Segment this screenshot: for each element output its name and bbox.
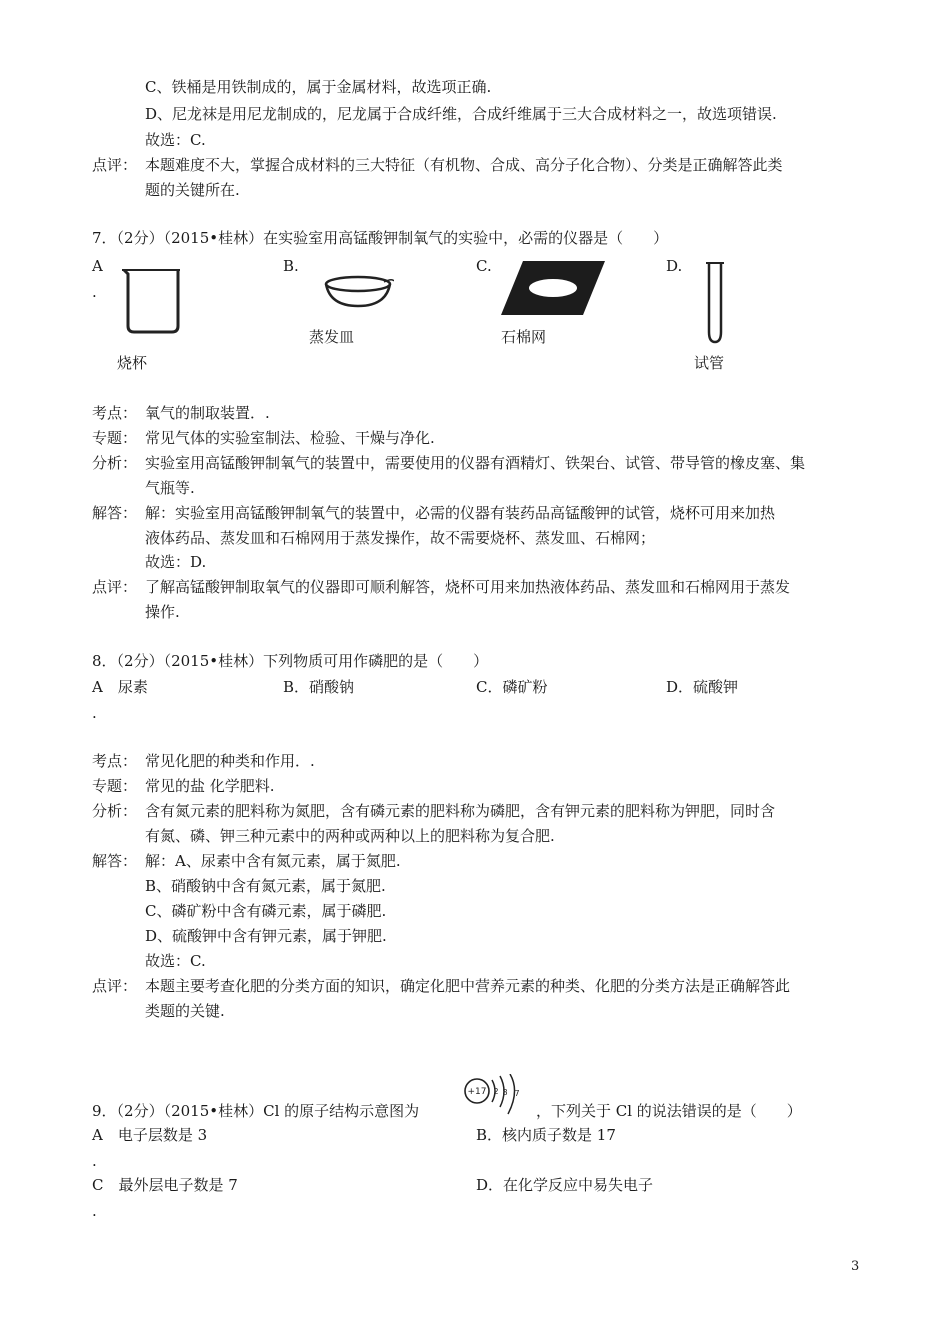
- q8-fenxi-line1: 含有氮元素的肥料称为氮肥，含有磷元素的肥料称为磷肥，含有钾元素的肥料称为钾肥，同时含: [145, 802, 776, 820]
- q7-jieda-line2: 液体药品、蒸发皿和石棉网用于蒸发操作，故不需要烧杯、蒸发皿、石棉网；: [145, 529, 656, 547]
- q8-jieda-line4: D、硫酸钾中含有钾元素，属于钾肥.: [145, 927, 387, 945]
- q8-review-line2: 类题的关键.: [145, 1002, 225, 1020]
- q8-jieda-line1: 解：A、尿素中含有氮元素，属于氮肥.: [145, 852, 401, 870]
- q7-review-line2: 操作.: [145, 603, 180, 621]
- q8-fenxi-line2: 有氮、磷、钾三种元素中的两种或两种以上的肥料称为复合肥.: [145, 827, 555, 845]
- q6-review-label: 点评：: [92, 156, 138, 174]
- q9-stem-part1: 9．（2分）（2015•桂林）Cl 的原子结构示意图为: [92, 1102, 420, 1120]
- q7-option-c-letter: C.: [476, 257, 492, 275]
- q9-option-a: A 电子层数是 3: [92, 1126, 208, 1144]
- q9-option-b: B．核内质子数是 17: [476, 1126, 616, 1144]
- q7-fenxi-label: 分析：: [92, 454, 138, 472]
- q9-option-a-dot: .: [92, 1152, 97, 1170]
- q9-option-c-dot: .: [92, 1202, 97, 1220]
- atom-shell1-electrons: 2: [493, 1087, 499, 1096]
- q7-option-c-label: 石棉网: [501, 328, 547, 346]
- q7-review-line1: 了解高锰酸钾制取氧气的仪器即可顺利解答，烧杯可用来加热液体药品、蒸发皿和石棉网用于蒸发: [145, 578, 791, 596]
- test-tube-icon: [703, 258, 727, 346]
- page-number: 3: [851, 1259, 860, 1274]
- q8-zhuanti-label: 专题：: [92, 777, 138, 795]
- q7-option-d-letter: D.: [666, 257, 683, 275]
- q6-answer: 故选：C.: [145, 131, 206, 149]
- q8-stem: 8．（2分）（2015•桂林）下列物质可用作磷肥的是（ ）: [92, 652, 489, 670]
- q7-kaodian-label: 考点：: [92, 404, 138, 422]
- evaporating-dish-icon: [322, 272, 394, 312]
- q7-option-a-label: 烧杯: [117, 354, 148, 372]
- q8-option-d: D．硫酸钾: [666, 678, 739, 696]
- q6-option-d-analysis: D、尼龙袜是用尼龙制成的，尼龙属于合成纤维，合成纤维属于三大合成材料之一，故选项错误.: [145, 105, 777, 123]
- q7-fenxi-line2: 气瓶等.: [145, 479, 195, 497]
- q9-stem-part2: ，下列关于 Cl 的说法错误的是（ ）: [536, 1102, 802, 1120]
- q8-jieda-label: 解答：: [92, 852, 138, 870]
- beaker-icon: [118, 262, 184, 336]
- q7-option-b-letter: B.: [283, 257, 299, 275]
- q6-option-c-analysis: C、铁桶是用铁制成的，属于金属材料，故选项正确.: [145, 78, 492, 96]
- q7-zhuanti-label: 专题：: [92, 429, 138, 447]
- atom-shell3-electrons: 7: [514, 1089, 520, 1098]
- q8-fenxi-label: 分析：: [92, 802, 138, 820]
- q8-jieda-line5: 故选：C.: [145, 952, 206, 970]
- q8-option-a-dot: .: [92, 704, 97, 722]
- q8-option-b: B．硝酸钠: [283, 678, 355, 696]
- q7-jieda-line3: 故选：D.: [145, 553, 207, 571]
- q8-option-c: C．磷矿粉: [476, 678, 548, 696]
- q8-zhuanti: 常见的盐 化学肥料.: [145, 777, 275, 795]
- q9-option-c: C 最外层电子数是 7: [92, 1176, 238, 1194]
- q6-review-line1: 本题难度不大，掌握合成材料的三大特征（有机物、合成、高分子化合物）、分类是正确解答此类: [145, 156, 783, 174]
- q8-jieda-line2: B、硝酸钠中含有氮元素，属于氮肥.: [145, 877, 386, 895]
- atom-nucleus-label: +17: [467, 1087, 487, 1097]
- q9-option-d: D．在化学反应中易失电子: [476, 1176, 654, 1194]
- q8-review-label: 点评：: [92, 977, 138, 995]
- asbestos-gauze-icon: [499, 259, 607, 317]
- q7-option-d-label: 试管: [694, 354, 725, 372]
- q7-zhuanti: 常见气体的实验室制法、检验、干燥与净化.: [145, 429, 435, 447]
- q6-review-line2: 题的关键所在.: [145, 181, 240, 199]
- q8-review-line1: 本题主要考查化肥的分类方面的知识，确定化肥中营养元素的种类、化肥的分类方法是正确解答此: [145, 977, 791, 995]
- q7-jieda-line1: 解：实验室用高锰酸钾制氧气的装置中，必需的仪器有装药品高锰酸钾的试管，烧杯可用来加热: [145, 504, 776, 522]
- q7-option-a-letter: A: [92, 257, 103, 275]
- q8-jieda-line3: C、磷矿粉中含有磷元素，属于磷肥.: [145, 902, 387, 920]
- q8-kaodian-label: 考点：: [92, 752, 138, 770]
- q7-review-label: 点评：: [92, 578, 138, 596]
- q8-option-a: A 尿素: [92, 678, 148, 696]
- atom-shell2-electrons: 8: [502, 1088, 508, 1097]
- q7-option-b-label: 蒸发皿: [309, 328, 355, 346]
- q7-jieda-label: 解答：: [92, 504, 138, 522]
- q7-kaodian: 氧气的制取装置．.: [145, 404, 270, 422]
- chlorine-atom-structure-diagram: [460, 1074, 530, 1120]
- q8-kaodian: 常见化肥的种类和作用．.: [145, 752, 315, 770]
- q7-stem: 7．（2分）（2015•桂林）在实验室用高锰酸钾制氧气的实验中，必需的仪器是（ ）: [92, 229, 669, 247]
- q7-fenxi-line1: 实验室用高锰酸钾制氧气的装置中，需要使用的仪器有酒精灯、铁架台、试管、带导管的橡皮塞、集: [145, 454, 806, 472]
- q7-option-a-dot: .: [92, 283, 97, 301]
